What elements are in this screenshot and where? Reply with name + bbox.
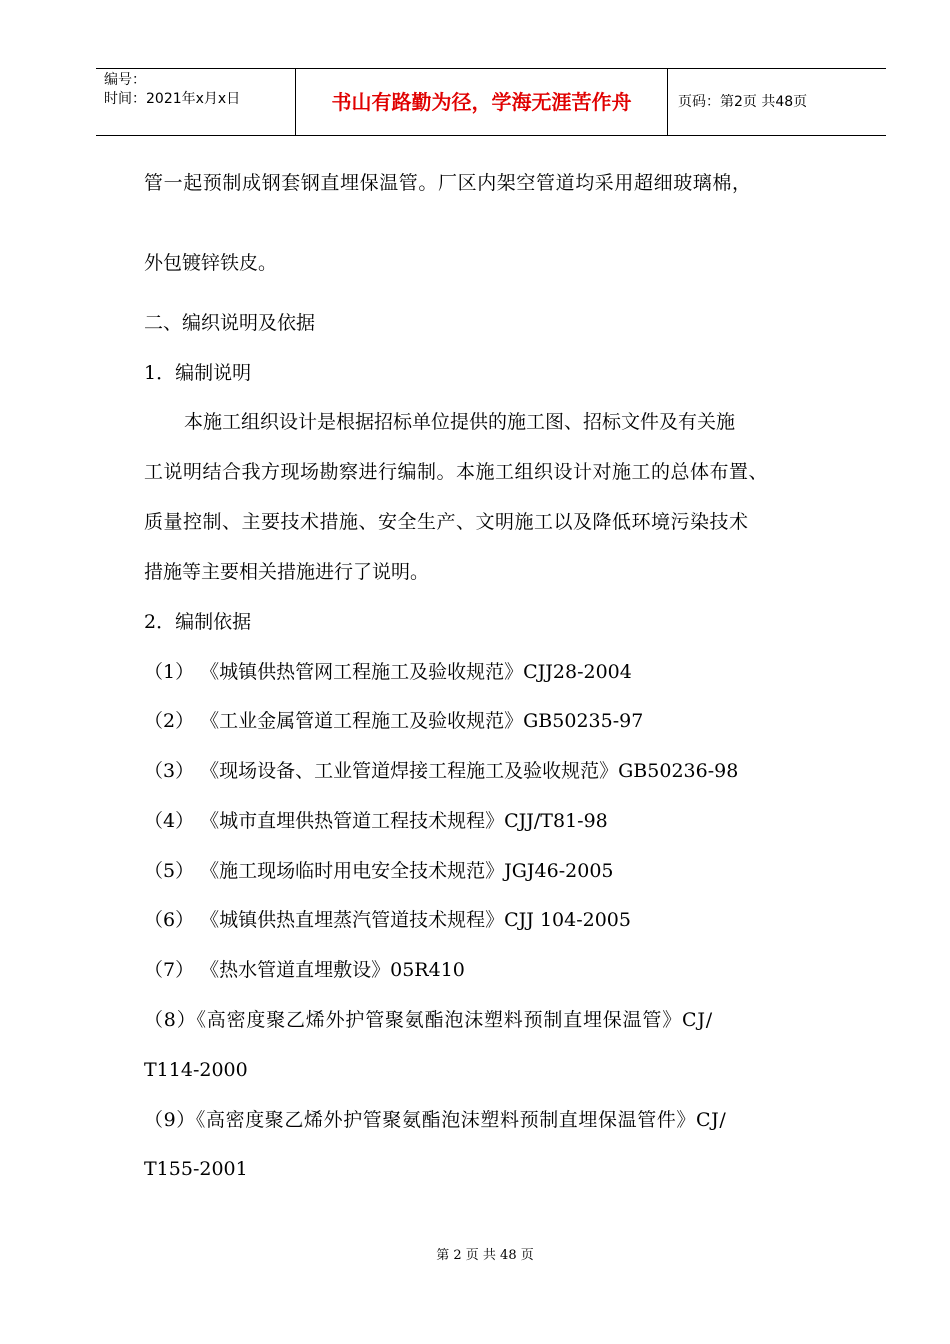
header-meta — [96, 69, 296, 135]
page-footer: 第 2 页 共 48 页 — [436, 1248, 534, 1263]
paragraph-line: 质量控制、主要技术措施、安全生产、文明施工以及降低环境污染技术 — [144, 511, 749, 533]
document-time: 时间：2021年x月x日 — [104, 91, 241, 107]
subsection-heading: 2．编制依据 — [144, 611, 252, 633]
paragraph-line: 工说明结合我方现场勘察进行编制。本施工组织设计对施工的总体布置、 — [144, 461, 769, 483]
reference-item: （6） 《城镇供热直埋蒸汽管道技术规程》CJJ 104-2005 — [144, 909, 631, 931]
subsection-heading: 1．编制说明 — [144, 362, 252, 384]
reference-item: （1） 《城镇供热管网工程施工及验收规范》CJJ28-2004 — [144, 661, 632, 683]
paragraph-line: 本施工组织设计是根据招标单位提供的施工图、招标文件及有关施 — [184, 411, 736, 433]
paragraph-line: 措施等主要相关措施进行了说明。 — [144, 561, 430, 583]
header-motto: 书山有路勤为径，学海无涯苦作舟 — [296, 69, 668, 135]
reference-item-continuation: T114-2000 — [144, 1059, 248, 1081]
body-line: 管一起预制成钢套钢直埋保温管。厂区内架空管道均采用超细玻璃棉， — [144, 172, 752, 194]
section-heading: 二、编织说明及依据 — [144, 312, 316, 334]
reference-item-continuation: T155-2001 — [144, 1158, 248, 1180]
reference-item: （5） 《施工现场临时用电安全技术规范》JGJ46-2005 — [144, 860, 614, 882]
reference-item: （7） 《热水管道直埋敷设》05R410 — [144, 959, 465, 981]
reference-item: （4） 《城市直埋供热管道工程技术规程》CJJ/T81-98 — [144, 810, 608, 832]
document-number-label: 编号： — [104, 72, 146, 88]
reference-item: （9）《高密度聚乙烯外护管聚氨酯泡沫塑料预制直埋保温管件》CJ/ — [144, 1109, 727, 1131]
reference-item: （2） 《工业金属管道工程施工及验收规范》GB50235-97 — [144, 710, 644, 732]
reference-item: （8）《高密度聚乙烯外护管聚氨酯泡沫塑料预制直埋保温管》CJ/ — [144, 1009, 713, 1031]
header-page-info: 页码：第2页 共48页 — [678, 94, 808, 110]
page-header — [96, 68, 886, 136]
reference-item: （3） 《现场设备、工业管道焊接工程施工及验收规范》GB50236-98 — [144, 760, 739, 782]
body-line: 外包镀锌铁皮。 — [144, 252, 278, 274]
